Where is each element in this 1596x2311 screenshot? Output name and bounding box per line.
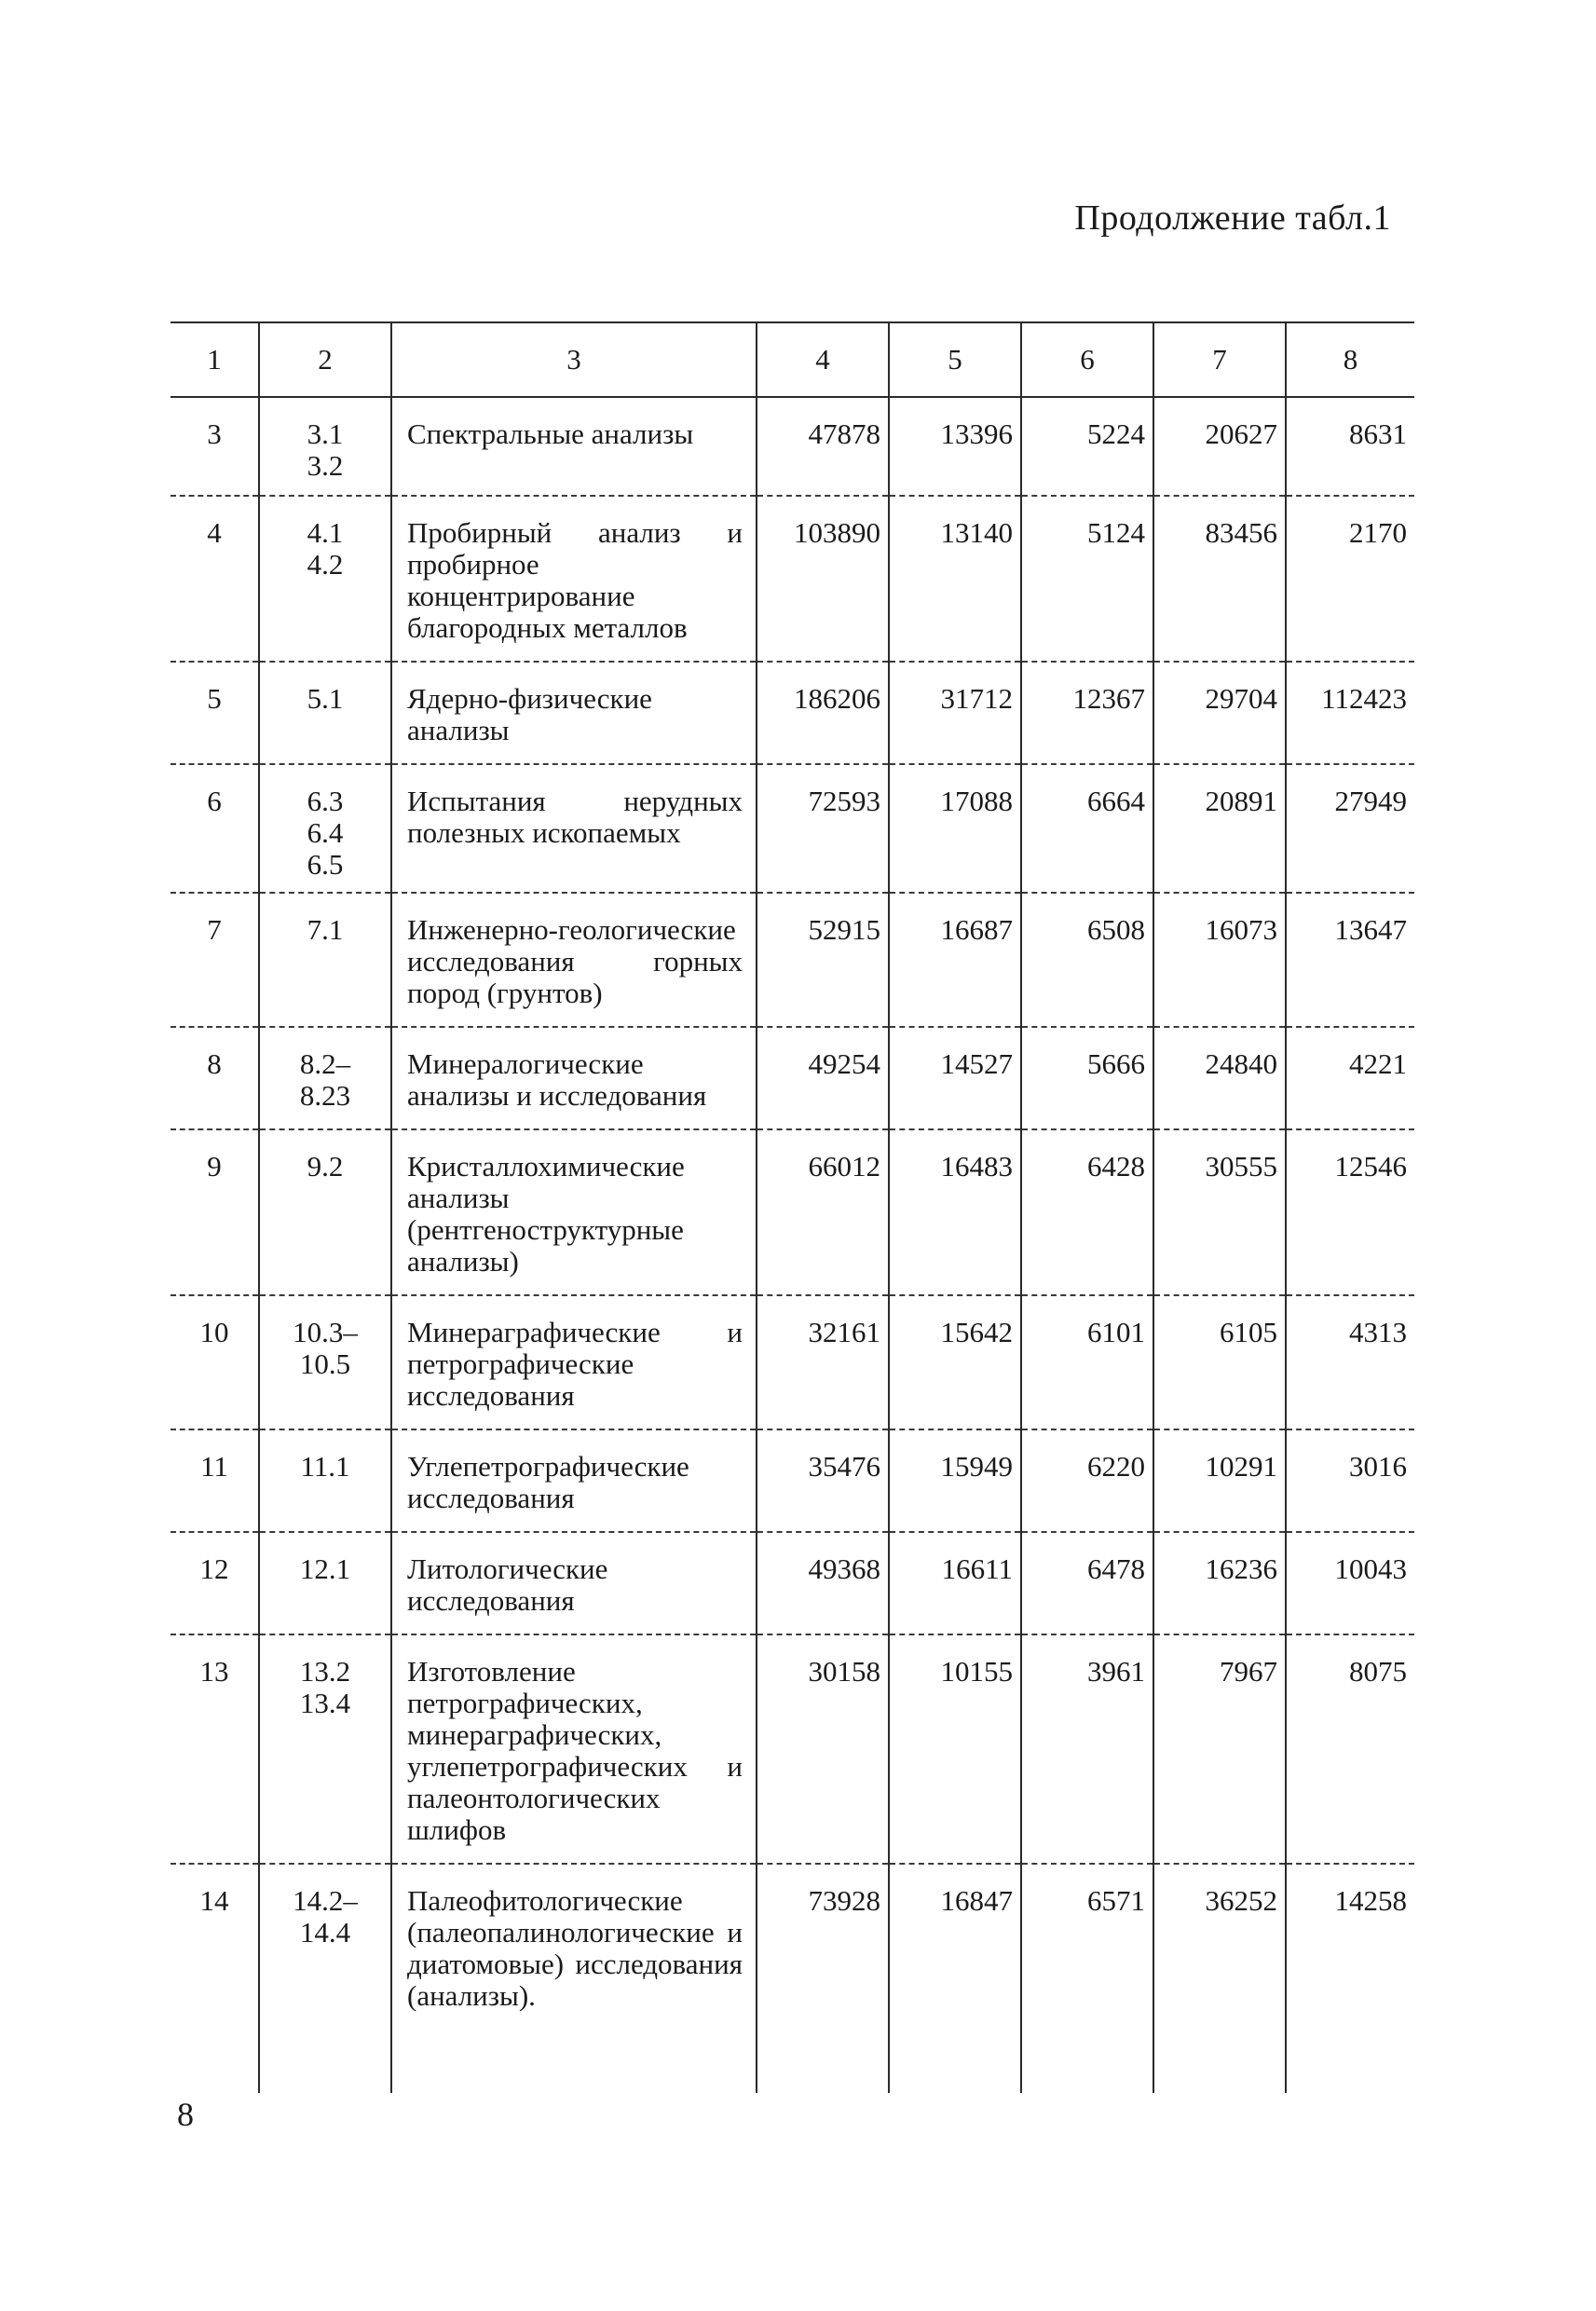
row-number: 14	[171, 1864, 259, 2093]
value-col-5: 13140	[889, 496, 1021, 662]
value-col-6: 6508	[1021, 893, 1153, 1027]
value-col-8: 13647	[1286, 893, 1414, 1027]
value-col-7: 83456	[1153, 496, 1286, 662]
analysis-name: Ядерно-физические анализы	[391, 662, 757, 764]
value-col-5: 16847	[889, 1864, 1021, 2093]
section-code: 8.2– 8.23	[259, 1027, 391, 1129]
value-col-6: 6220	[1021, 1429, 1153, 1532]
analysis-name: Минералогические анализы и исследования	[391, 1027, 757, 1129]
value-col-6: 5224	[1021, 397, 1153, 496]
value-col-4: 186206	[757, 662, 889, 764]
value-col-5: 15949	[889, 1429, 1021, 1532]
value-col-5: 15642	[889, 1295, 1021, 1429]
analysis-name: Углепетрографические исследования	[391, 1429, 757, 1532]
value-col-4: 49368	[757, 1532, 889, 1634]
value-col-8: 2170	[1286, 496, 1414, 662]
value-col-5: 31712	[889, 662, 1021, 764]
section-code: 10.3– 10.5	[259, 1295, 391, 1429]
value-col-4: 73928	[757, 1864, 889, 2093]
table-row	[171, 893, 1414, 1027]
value-col-8: 27949	[1286, 764, 1414, 893]
value-col-7: 24840	[1153, 1027, 1286, 1129]
value-col-7: 6105	[1153, 1295, 1286, 1429]
section-code: 12.1	[259, 1532, 391, 1634]
value-col-5: 17088	[889, 764, 1021, 893]
value-col-7: 20627	[1153, 397, 1286, 496]
row-number: 10	[171, 1295, 259, 1429]
value-col-6: 6571	[1021, 1864, 1153, 2093]
row-number: 13	[171, 1634, 259, 1864]
value-col-8: 4313	[1286, 1295, 1414, 1429]
value-col-7: 16073	[1153, 893, 1286, 1027]
section-code: 7.1	[259, 893, 391, 1027]
value-col-4: 47878	[757, 397, 889, 496]
value-col-8: 8631	[1286, 397, 1414, 496]
analysis-name: Инженерно-геологические исследования горных пород (грунтов)	[391, 893, 757, 1027]
table-row	[171, 496, 1414, 662]
table-row	[171, 1295, 1414, 1429]
value-col-5: 14527	[889, 1027, 1021, 1129]
table-row	[171, 1532, 1414, 1634]
section-code: 13.2 13.4	[259, 1634, 391, 1864]
value-col-4: 32161	[757, 1295, 889, 1429]
column-header-8: 8	[1286, 322, 1414, 397]
table-row	[171, 1634, 1414, 1864]
column-header-4: 4	[757, 322, 889, 397]
table-row	[171, 1864, 1414, 2093]
value-col-6: 6428	[1021, 1129, 1153, 1295]
value-col-6: 3961	[1021, 1634, 1153, 1864]
column-header-5: 5	[889, 322, 1021, 397]
value-col-8: 10043	[1286, 1532, 1414, 1634]
table-row	[171, 1129, 1414, 1295]
value-col-4: 35476	[757, 1429, 889, 1532]
analysis-name: Кристаллохимические анализы (рентгеноструктурные анализы)	[391, 1129, 757, 1295]
value-col-5: 10155	[889, 1634, 1021, 1864]
value-col-7: 30555	[1153, 1129, 1286, 1295]
value-col-5: 16687	[889, 893, 1021, 1027]
table-header-row	[171, 322, 1414, 397]
section-code: 11.1	[259, 1429, 391, 1532]
row-number: 11	[171, 1429, 259, 1532]
table-row	[171, 662, 1414, 764]
value-col-7: 29704	[1153, 662, 1286, 764]
value-col-4: 72593	[757, 764, 889, 893]
analysis-name: Палеофитологические (палеопалинологические и диатомовые) исследования (анализы).	[391, 1864, 757, 2093]
value-col-7: 36252	[1153, 1864, 1286, 2093]
table-continuation-caption: Продолжение табл.1	[1074, 198, 1391, 238]
value-col-7: 7967	[1153, 1634, 1286, 1864]
value-col-6: 6478	[1021, 1532, 1153, 1634]
analysis-name: Минераграфические и петрографические исследования	[391, 1295, 757, 1429]
value-col-4: 30158	[757, 1634, 889, 1864]
table-body	[171, 322, 1414, 2093]
section-code: 3.1 3.2	[259, 397, 391, 496]
value-col-7: 20891	[1153, 764, 1286, 893]
value-col-8: 14258	[1286, 1864, 1414, 2093]
row-number: 12	[171, 1532, 259, 1634]
section-code: 14.2– 14.4	[259, 1864, 391, 2093]
value-col-8: 4221	[1286, 1027, 1414, 1129]
value-col-7: 10291	[1153, 1429, 1286, 1532]
value-col-4: 66012	[757, 1129, 889, 1295]
column-header-1: 1	[171, 322, 259, 397]
row-number: 8	[171, 1027, 259, 1129]
section-code: 4.1 4.2	[259, 496, 391, 662]
value-col-5: 16611	[889, 1532, 1021, 1634]
page-number: 8	[177, 2096, 194, 2133]
value-col-5: 13396	[889, 397, 1021, 496]
value-col-4: 103890	[757, 496, 889, 662]
value-col-8: 3016	[1286, 1429, 1414, 1532]
value-col-8: 8075	[1286, 1634, 1414, 1864]
table-row	[171, 1027, 1414, 1129]
row-number: 7	[171, 893, 259, 1027]
value-col-8: 112423	[1286, 662, 1414, 764]
section-code: 6.3 6.4 6.5	[259, 764, 391, 893]
value-col-6: 6664	[1021, 764, 1153, 893]
data-table	[171, 321, 1414, 2093]
column-header-2: 2	[259, 322, 391, 397]
value-col-5: 16483	[889, 1129, 1021, 1295]
value-col-8: 12546	[1286, 1129, 1414, 1295]
column-header-7: 7	[1153, 322, 1286, 397]
table-row	[171, 1429, 1414, 1532]
value-col-4: 49254	[757, 1027, 889, 1129]
value-col-6: 5124	[1021, 496, 1153, 662]
value-col-7: 16236	[1153, 1532, 1286, 1634]
table-row	[171, 397, 1414, 496]
value-col-6: 5666	[1021, 1027, 1153, 1129]
row-number: 4	[171, 496, 259, 662]
row-number: 5	[171, 662, 259, 764]
value-col-4: 52915	[757, 893, 889, 1027]
column-header-3: 3	[391, 322, 757, 397]
section-code: 9.2	[259, 1129, 391, 1295]
value-col-6: 12367	[1021, 662, 1153, 764]
value-col-6: 6101	[1021, 1295, 1153, 1429]
section-code: 5.1	[259, 662, 391, 764]
analysis-name: Пробирный анализ и пробирное концентрирование благородных металлов	[391, 496, 757, 662]
table-row	[171, 764, 1414, 893]
column-header-6: 6	[1021, 322, 1153, 397]
row-number: 6	[171, 764, 259, 893]
row-number: 3	[207, 417, 222, 450]
analysis-name: Спектральные анализы	[391, 397, 757, 496]
analysis-name: Литологические исследования	[391, 1532, 757, 1634]
analysis-name: Изготовление петрографических, минераграфических, углепетрографических и палеонтологических шлифов	[391, 1634, 757, 1864]
row-number: 9	[171, 1129, 259, 1295]
analysis-name: Испытания нерудных полезных ископаемых	[391, 764, 757, 893]
